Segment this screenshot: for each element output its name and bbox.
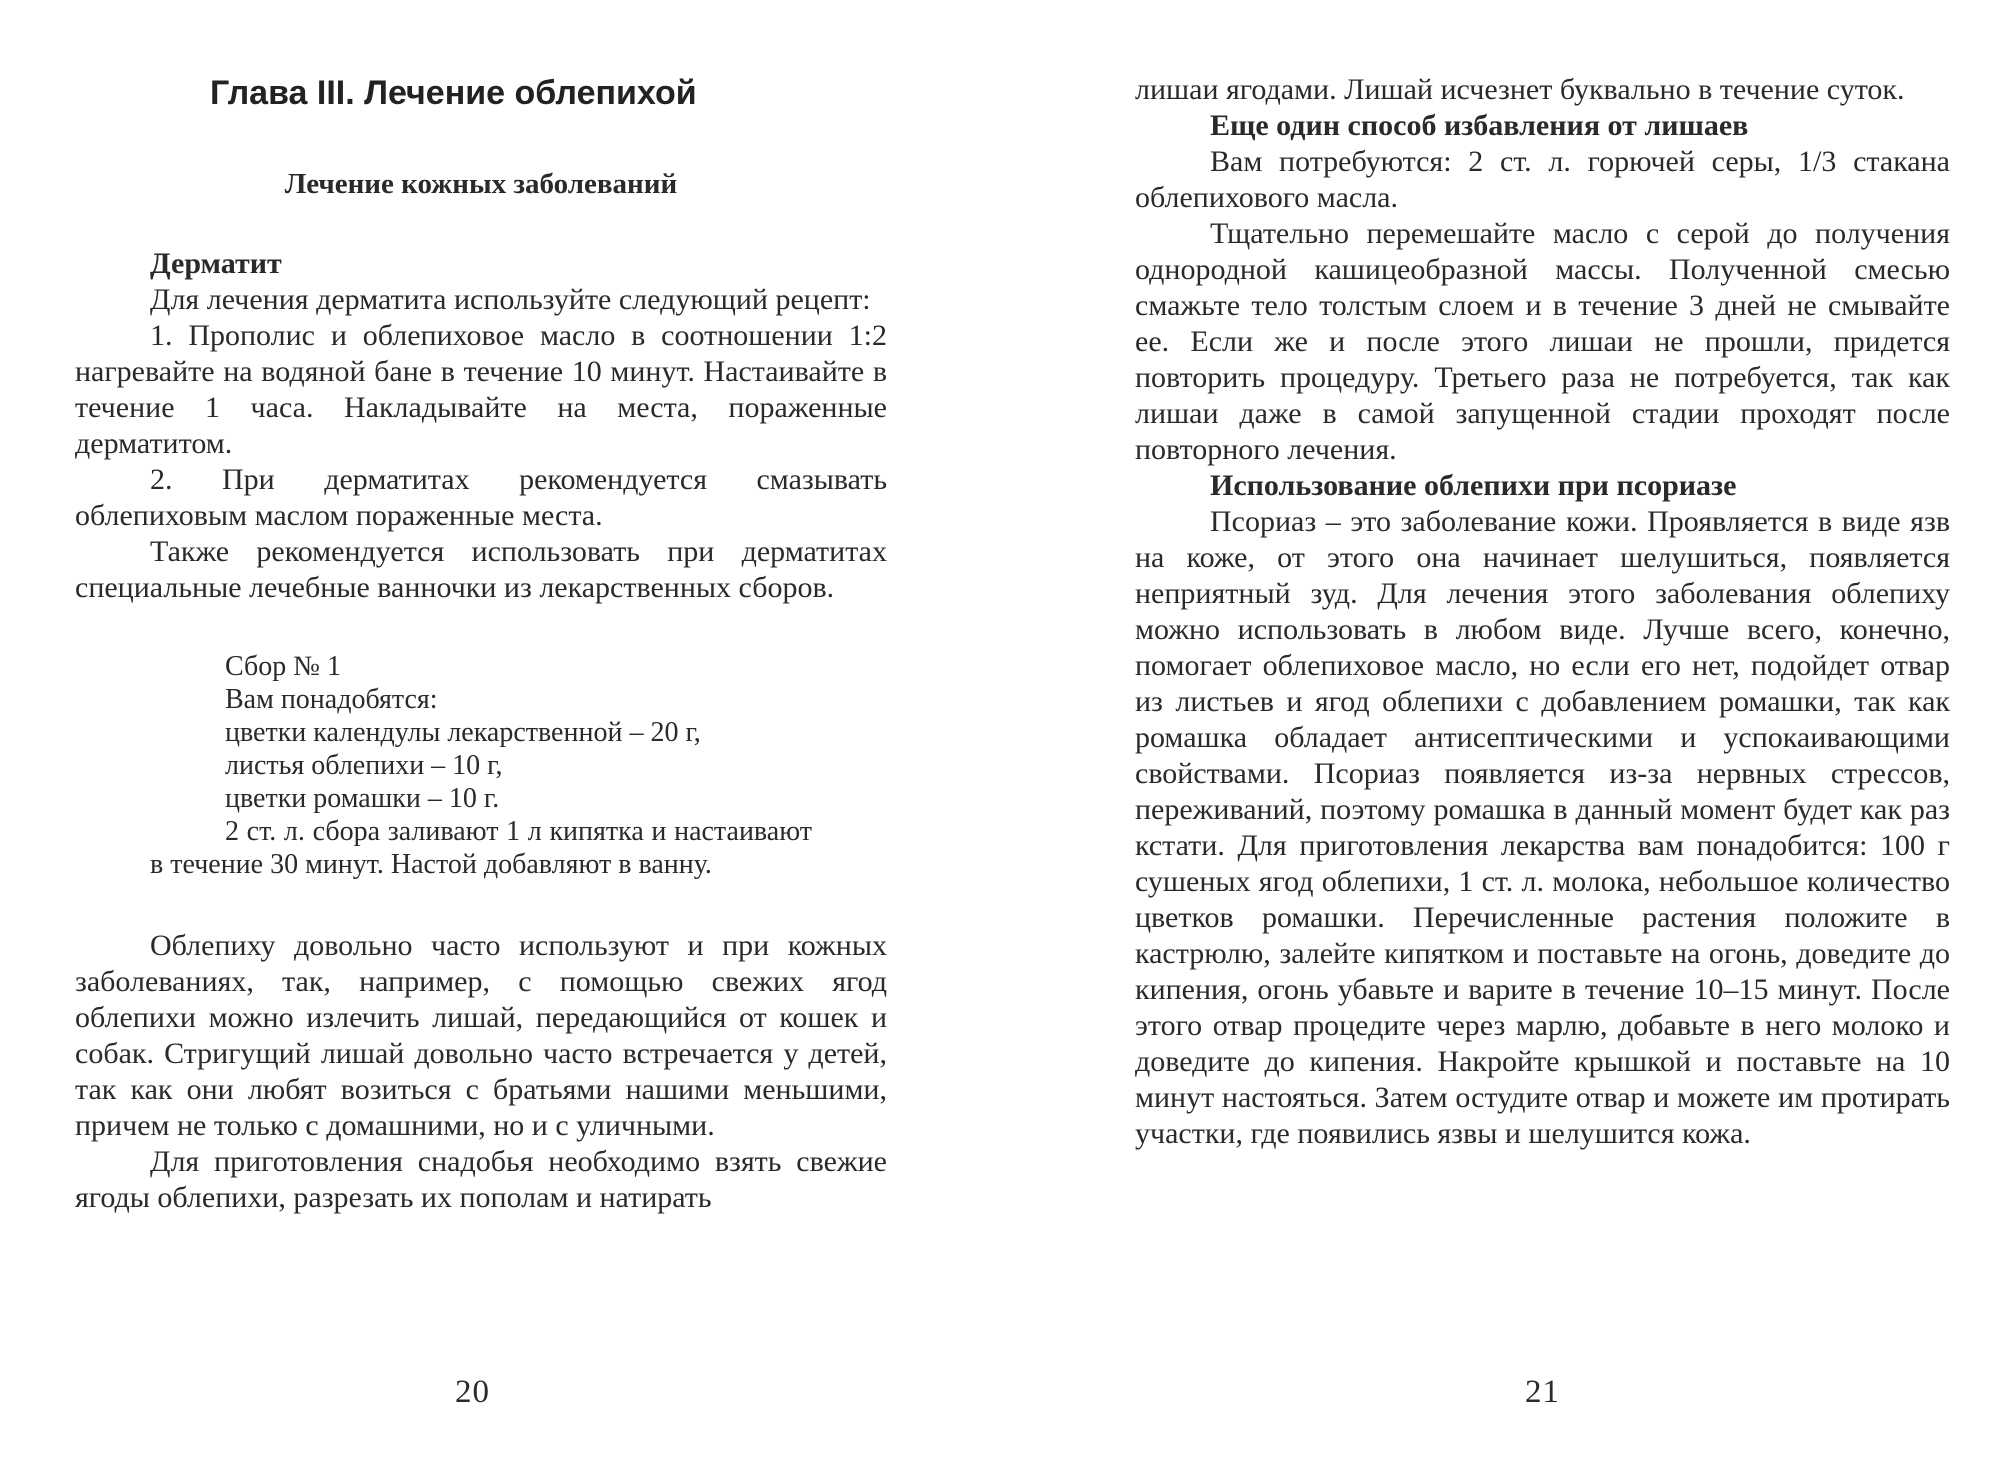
lichen-method-ingredients: Вам потребуются: 2 ст. л. горючей серы, 1/3 стакана облепихового масла. — [1135, 145, 1950, 214]
paragraph-prep: Для приготовления снадобья необходимо взять свежие ягоды облепихи, разрезать их пополам и натирать — [75, 1145, 887, 1214]
dermatitis-also: Также рекомендуется использовать при дерматитах специальные лечебные ванночки из лекарственных сборов. — [75, 535, 887, 604]
left-page-text-column — [75, 58, 887, 1216]
lichen-method-heading: Еще один способ избавления от лишаев — [1210, 109, 1749, 142]
page-number-left: 20 — [455, 1374, 490, 1410]
chapter-title: Глава III. Лечение облепихой — [210, 74, 697, 112]
lichen-method-instructions: Тщательно перемешайте масло с серой до получения однородной кашицеобразной массы. Полученной смесью смажьте тело толстым слоем и в течение 3 дней не смывайте ее. Если же и после этого лишаи не прошли, придется повторить процедуру. Третьего раза не потребуется, так как лишаи даже в самой запущенной стадии проходят после повторного лечения. — [1135, 217, 1950, 466]
continuation-text: лишаи ягодами. Лишай исчезнет буквально в течение суток. — [1135, 73, 1905, 106]
recipe-item: листья облепихи – 10 г, — [225, 750, 503, 781]
page-number-right: 21 — [1525, 1374, 1560, 1410]
right-page-text-column — [1135, 72, 1950, 1152]
psoriasis-heading: Использование облепихи при псориазе — [1210, 469, 1737, 502]
dermatitis-heading: Дерматит — [150, 247, 282, 280]
section-title: Лечение кожных заболеваний — [284, 168, 678, 200]
recipe-item: цветки ромашки – 10 г. — [225, 783, 500, 814]
right-page — [1000, 0, 2000, 1475]
paragraph-lichen: Облепиху довольно часто используют и при кожных заболеваниях, так, например, с помощью свежих ягод облепихи можно излечить лишай, передающийся от кошек и собак. Стригущий лишай довольно часто встречается у детей, так как они любят возиться с братьями нашими меньшими, причем не только с домашними, но и с уличными. — [75, 929, 887, 1142]
recipe-title: Сбор № 1 — [225, 651, 341, 682]
dermatitis-step-1: 1. Прополис и облепиховое масло в соотношении 1:2 нагревайте на водяной бане в течение 10 минут. Настаивайте в течение 1 часа. Накладывайте на места, пораженные дерматитом. — [75, 319, 887, 460]
recipe-instructions: 2 ст. л. сбора заливают 1 л кипятка и настаивают в течение 30 минут. Настой добавляют в ванну. — [150, 816, 812, 880]
dermatitis-step-2: 2. При дерматитах рекомендуется смазывать облепиховым маслом пораженные места. — [75, 463, 887, 532]
psoriasis-body: Псориаз – это заболевание кожи. Проявляется в виде язв на коже, от этого она начинает шелушиться, появляется неприятный зуд. Для лечения этого заболевания облепиху можно использовать в любом виде. Лучше всего, конечно, помогает облепиховое масло, но если его нет, подойдет отвар из листьев и ягод облепихи с добавлением ромашки, так как ромашка обладает антисептическими и успокаивающими свойствами. Псориаз появляется из-за нервных стрессов, переживаний, поэтому ромашка в данный момент будет как раз кстати. Для приготовления лекарства вам понадобится: 100 г сушеных ягод облепихи, 1 ст. л. молока, небольшое количество цветков ромашки. Перечисленные растения положите в кастрюлю, залейте кипятком и поставьте на огонь, доведите до кипения, огонь убавьте и варите в течение 10–15 минут. После этого отвар процедите через марлю, добавьте в него молоко и доведите до кипения. Накройте крышкой и поставьте на 10 минут настояться. Затем остудите отвар и можете им протирать участки, где появились язвы и шелушится кожа. — [1135, 505, 1950, 1150]
recipe-item: цветки календулы лекарственной – 20 г, — [225, 717, 701, 748]
recipe-needs: Вам понадобятся: — [225, 684, 438, 715]
dermatitis-intro: Для лечения дерматита используйте следующий рецепт: — [150, 283, 871, 316]
recipe-box — [150, 650, 812, 881]
